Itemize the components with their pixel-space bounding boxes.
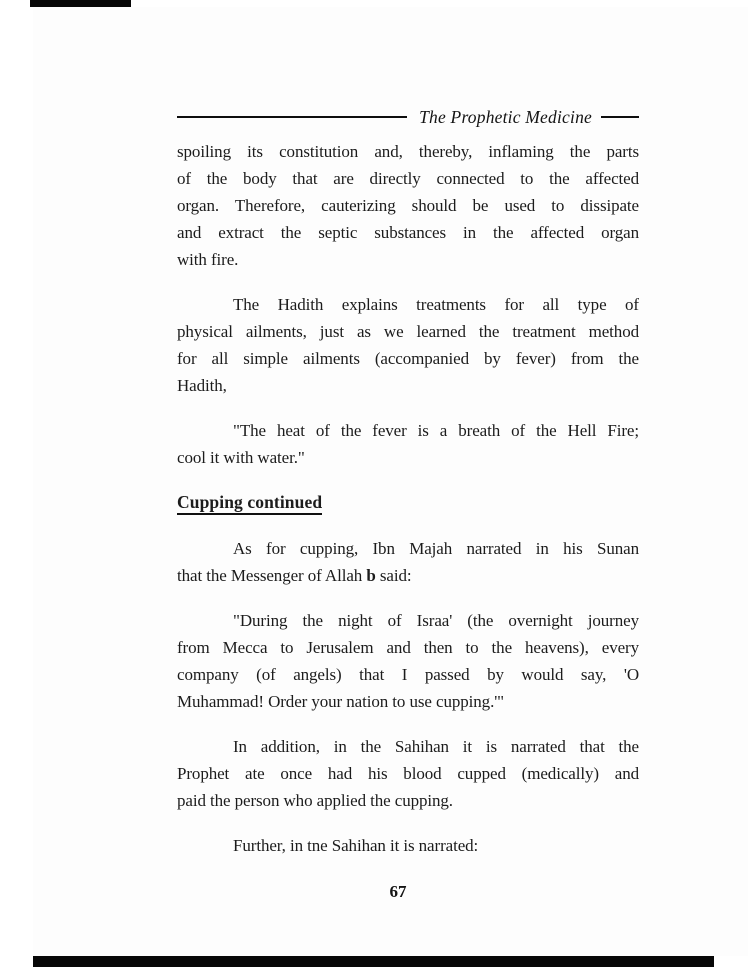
section-heading-cupping [177,489,639,517]
header-rule-right [601,116,639,118]
section-heading-text: Cupping continued [177,492,322,515]
text-line [177,562,639,589]
paragraph-ibn-majah [177,535,639,589]
text-line: spoiling its constitution and, thereby, inflaming the parts [177,142,639,161]
prophet-symbol: b [366,566,376,585]
text-line: "During the night of Israa' (the overnight journey [233,611,639,630]
page-body [177,138,639,877]
text-line: As for cupping, Ibn Majah narrated in his Sunan [233,539,639,558]
paragraph-cauterizing [177,138,639,273]
hadith-quote-fever [177,417,639,471]
text-line: In addition, in the Sahihan it is narrated that the [233,737,639,756]
text-segment: said: [375,566,412,585]
text-line: for all simple ailments (accompanied by fever) from the [177,349,639,368]
book-title: The Prophetic Medicine [419,106,592,127]
text-line: "The heat of the fever is a breath of the Hell Fire; [233,421,639,440]
text-line: paid the person who applied the cupping. [177,791,453,810]
scan-edge-artifact-bottom [33,956,714,967]
text-line: and extract the septic substances in the affected organ [177,223,639,242]
text-line: The Hadith explains treatments for all type of [233,295,639,314]
text-line: Further, in tne Sahihan it is narrated: [233,836,479,855]
text-line: organ. Therefore, cauterizing should be used to dissipate [177,196,639,215]
text-segment: that the Messenger of Allah [177,566,367,585]
text-line: with fire. [177,250,239,269]
text-line: Hadith, [177,376,227,395]
text-line: from Mecca to Jerusalem and then to the heavens), every [177,638,639,657]
text-line: cool it with water." [177,448,305,467]
header-rule-left [177,116,407,118]
scan-edge-artifact-top [30,0,131,7]
hadith-quote-israa [177,607,639,715]
text-line: Muhammad! Order your nation to use cupping.'" [177,692,505,711]
text-line: of the body that are directly connected to the affected [177,169,639,188]
text-line: Prophet ate once had his blood cupped (medically) and [177,764,639,783]
page-header [177,103,639,131]
text-line: company (of angels) that I passed by would say, 'O [177,665,639,684]
text-line: physical ailments, just as we learned the treatment method [177,322,639,341]
page-number: 67 [389,882,407,901]
paragraph-sahihan [177,733,639,814]
paragraph-further [177,832,639,859]
paragraph-hadith-treatments [177,291,639,399]
